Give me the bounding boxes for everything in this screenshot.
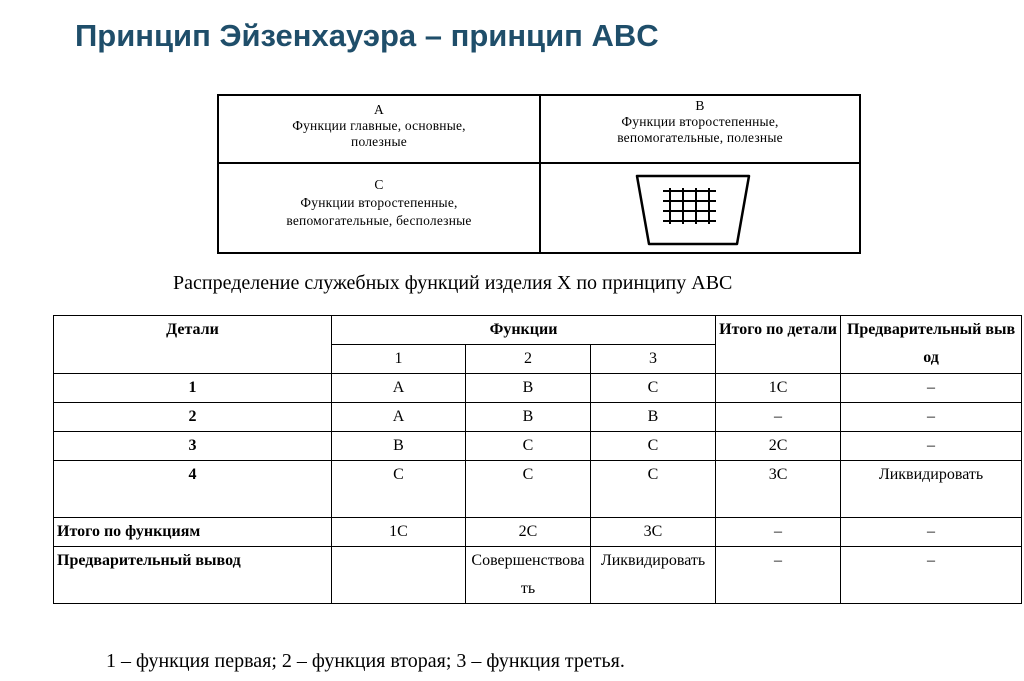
header-function-1: 1 <box>332 345 466 374</box>
cell-f1: B <box>332 432 466 461</box>
header-total-per-part: Итого по детали <box>716 316 841 374</box>
header-preliminary-conclusion: Предварительный вывод <box>841 316 1022 374</box>
abc-c-line1: Функции второстепенные, <box>300 195 458 210</box>
header-function-2: 2 <box>466 345 591 374</box>
abc-b-line2: вепомогательные, полезные <box>617 130 783 145</box>
cell-detail: 1 <box>54 374 332 403</box>
abc-b-line1: Функции второстепенные, <box>621 114 779 129</box>
abc-cell-b <box>541 96 859 164</box>
cell-f3: 3C <box>591 518 716 547</box>
cell-f3: C <box>591 374 716 403</box>
cell-f2: C <box>466 432 591 461</box>
cell-prelim: – <box>841 432 1022 461</box>
table-row <box>54 374 1022 403</box>
table-row <box>54 461 1022 518</box>
table-header-row <box>54 316 1022 345</box>
cell-total: – <box>716 518 841 547</box>
table-prelim-row <box>54 547 1022 604</box>
cell-f2: B <box>466 403 591 432</box>
distribution-table <box>53 315 1022 604</box>
abc-a-line1: Функции главные, основные, <box>292 118 466 133</box>
cell-f3: Ликвидировать <box>591 547 716 604</box>
cell-f3: C <box>591 432 716 461</box>
header-function-3: 3 <box>591 345 716 374</box>
cell-prelim: – <box>841 547 1022 604</box>
header-functions: Функции <box>332 316 716 345</box>
cell-detail: 2 <box>54 403 332 432</box>
abc-cell-a <box>219 96 541 164</box>
abc-a-letter: A <box>374 102 384 117</box>
cell-detail: 4 <box>54 461 332 518</box>
cell-f2: Совершенствовать <box>466 547 591 604</box>
cell-f3: B <box>591 403 716 432</box>
cell-detail: 3 <box>54 432 332 461</box>
header-details: Детали <box>54 316 332 374</box>
abc-c-line2: вепомогательные, бесполезные <box>286 213 472 228</box>
cell-prelim: – <box>841 518 1022 547</box>
cell-total: 2C <box>716 432 841 461</box>
cell-total-label: Итого по функциям <box>54 518 332 547</box>
cell-f2: C <box>466 461 591 518</box>
table-row <box>54 403 1022 432</box>
abc-cell-c <box>219 164 541 252</box>
abc-matrix <box>217 94 861 254</box>
cell-f1 <box>332 547 466 604</box>
cell-f2: 2C <box>466 518 591 547</box>
abc-b-letter: B <box>695 98 705 113</box>
cell-total: 1C <box>716 374 841 403</box>
abc-a-line2: полезные <box>351 134 407 149</box>
cell-prelim: – <box>841 374 1022 403</box>
cell-prelim-label: Предварительный вывод <box>54 547 332 604</box>
cell-f1: 1C <box>332 518 466 547</box>
cell-f3: C <box>591 461 716 518</box>
cell-f1: A <box>332 374 466 403</box>
table-row <box>54 432 1022 461</box>
cell-f2: B <box>466 374 591 403</box>
abc-c-letter: C <box>374 177 384 192</box>
footnote: 1 – функция первая; 2 – функция вторая; 3 – функция третья. <box>106 650 625 672</box>
cell-prelim: Ликвидировать <box>841 461 1022 518</box>
abc-cell-basket <box>541 164 859 252</box>
table-caption: Распределение служебных функций изделия X по принципу ABC <box>173 272 733 294</box>
page-title: Принцип Эйзенхауэра – принцип ABC <box>75 18 659 53</box>
cell-f1: A <box>332 403 466 432</box>
cell-total: 3C <box>716 461 841 518</box>
trash-basket-icon <box>633 172 753 248</box>
cell-total: – <box>716 403 841 432</box>
cell-prelim: – <box>841 403 1022 432</box>
table-total-row <box>54 518 1022 547</box>
cell-f1: C <box>332 461 466 518</box>
cell-total: – <box>716 547 841 604</box>
